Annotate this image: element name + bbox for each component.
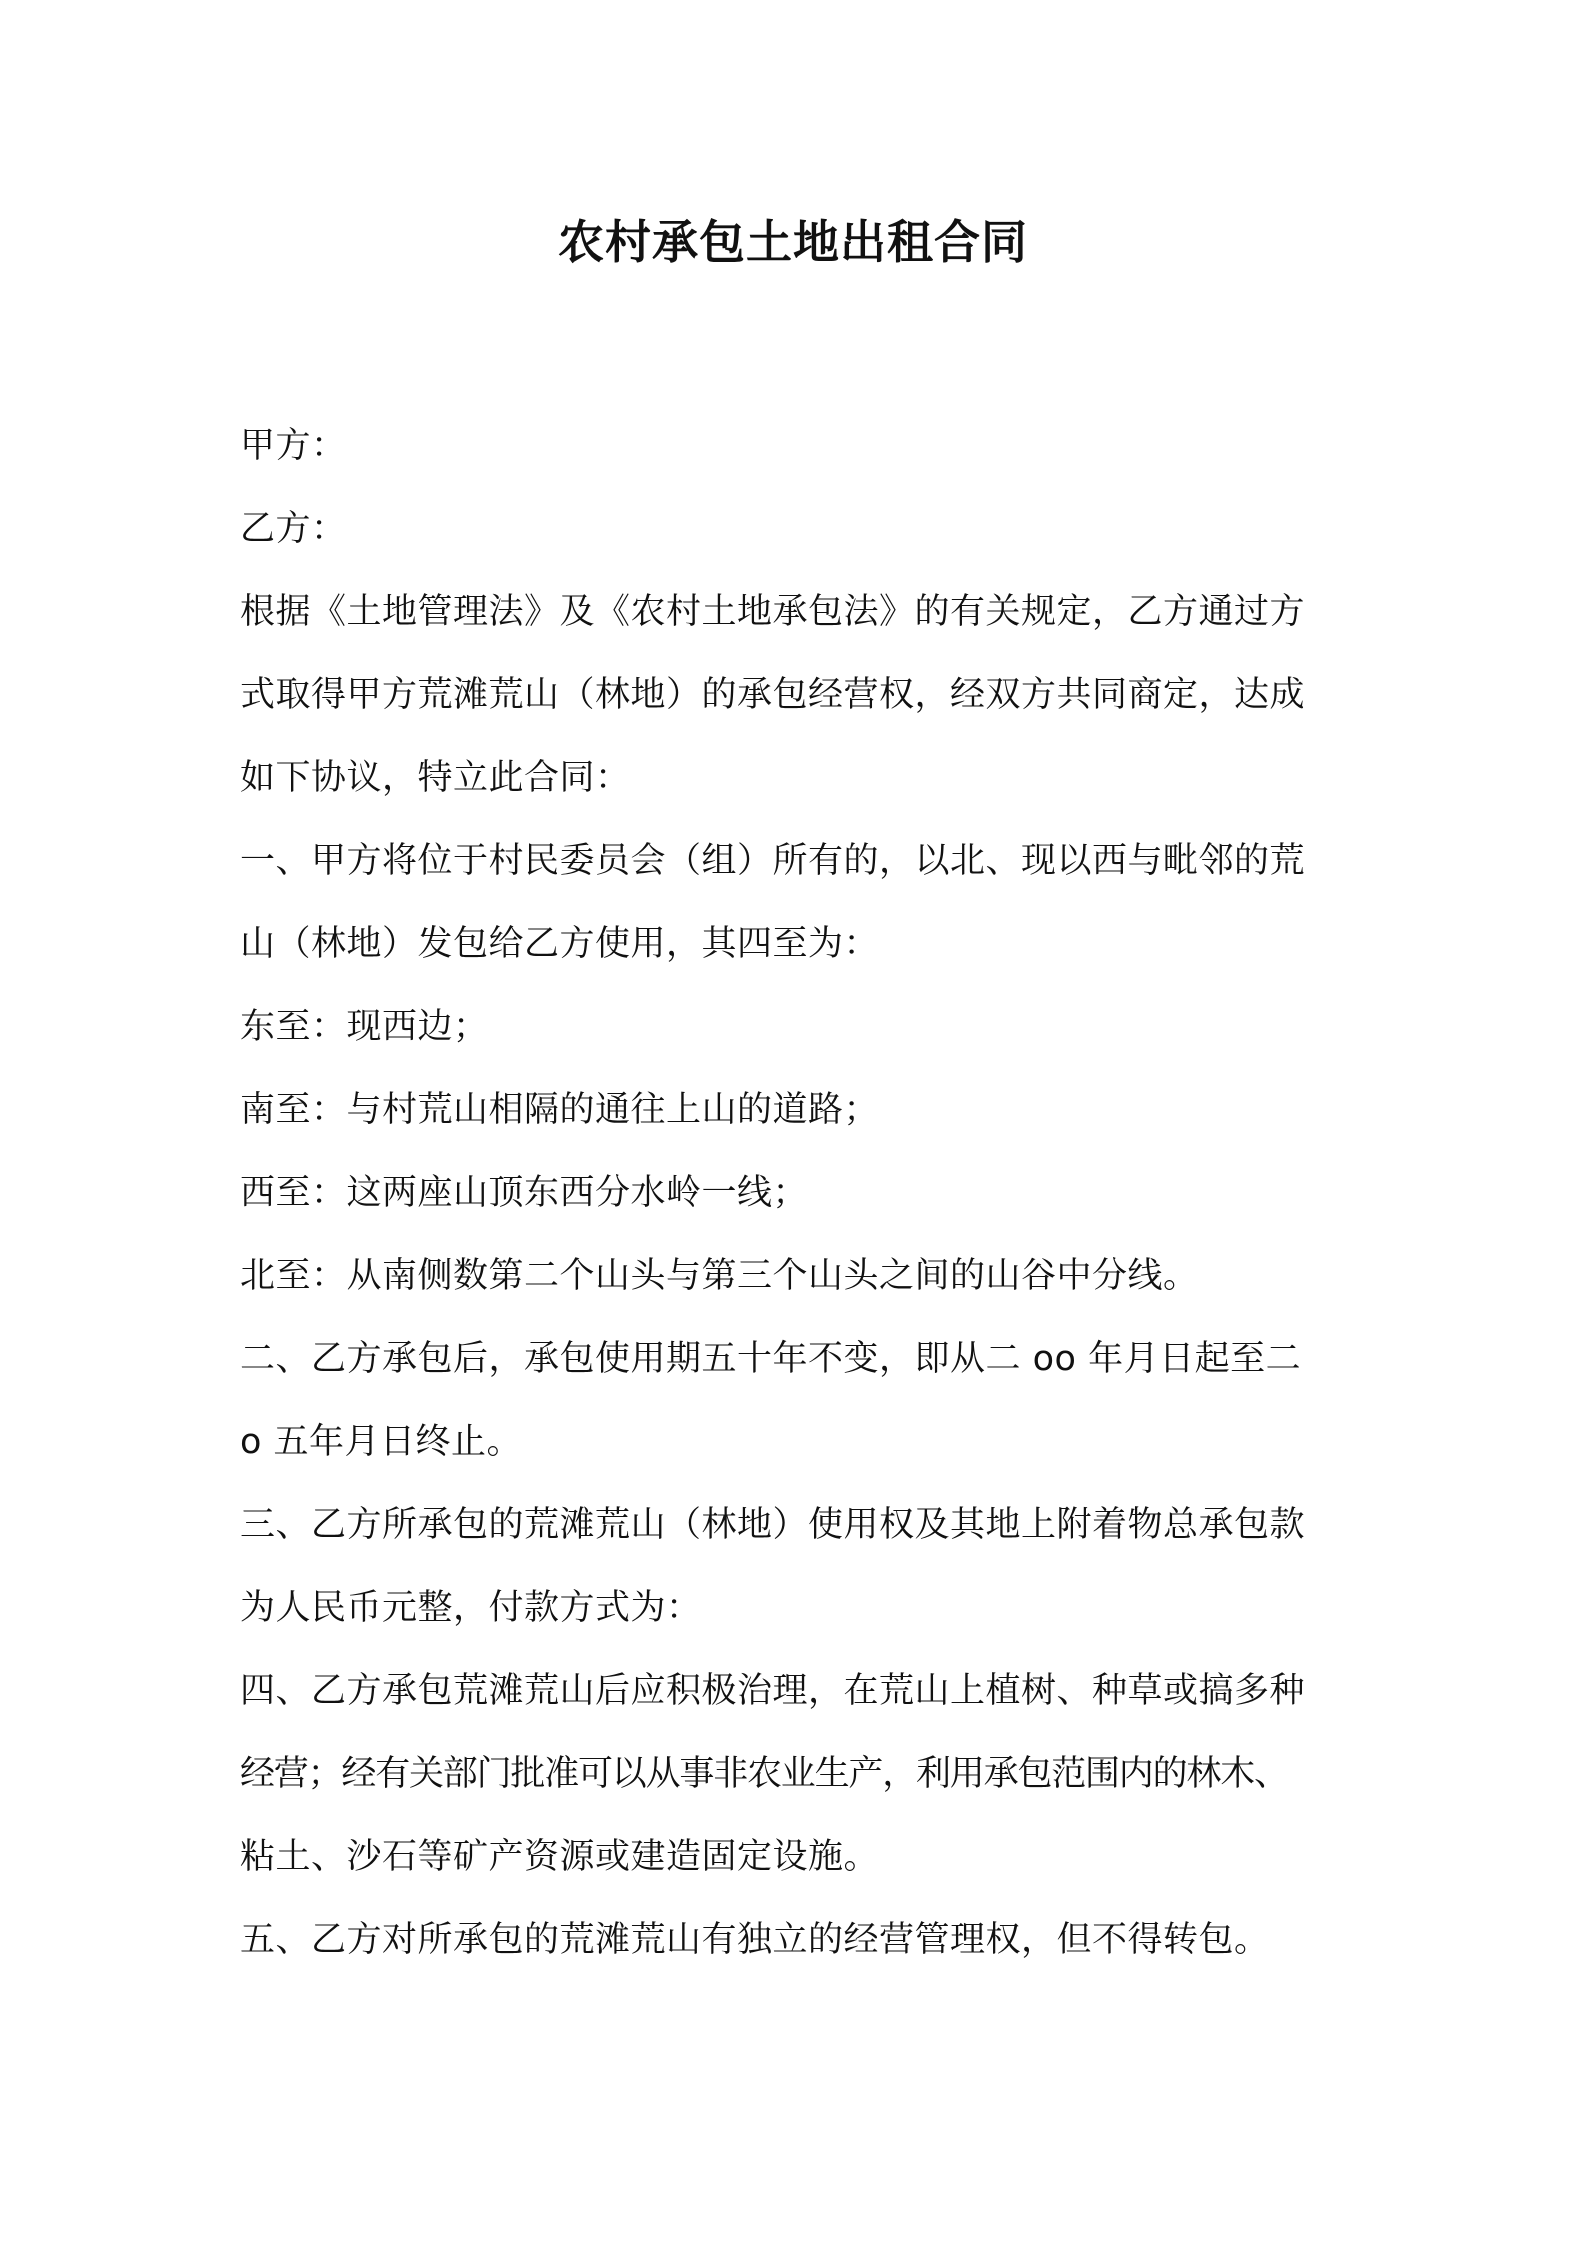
clause-2-line: 二、乙方承包后，承包使用期五十年不变，即从二 oo 年月日起至二: [240, 1339, 1302, 1379]
boundary-west-line: 西至：这两座山顶东西分水岭一线；: [240, 1173, 809, 1213]
clause-5-line: 五、乙方对所承包的荒滩荒山有独立的经营管理权，但不得转包。: [240, 1920, 1270, 1960]
clause-4-line: 四、乙方承包荒滩荒山后应积极治理，在荒山上植树、种草或搞多种: [240, 1671, 1306, 1711]
party-a-line: 甲方：: [240, 426, 347, 466]
clause-4-line: 经营；经有关部门批准可以从事非农业生产，利用承包范围内的林木、: [240, 1754, 1288, 1794]
boundary-north-line: 北至：从南侧数第二个山头与第三个山头之间的山谷中分线。: [240, 1256, 1199, 1296]
paragraph-line: 如下协议，特立此合同：: [240, 758, 631, 798]
clause-2-line: o 五年月日终止。: [240, 1422, 523, 1462]
boundary-south-line: 南至：与村荒山相隔的通往上山的道路；: [240, 1090, 880, 1130]
paragraph-line: 根据《土地管理法》及《农村土地承包法》的有关规定，乙方通过方: [240, 592, 1306, 632]
clause-4-line: 粘土、沙石等矿产资源或建造固定设施。: [240, 1837, 880, 1877]
document-title: 农村承包土地出租合同: [558, 215, 1028, 269]
paragraph-line: 式取得甲方荒滩荒山（林地）的承包经营权，经双方共同商定，达成: [240, 675, 1306, 715]
document-body: [240, 405, 1350, 1982]
clause-3-line: 为人民币元整，付款方式为：: [240, 1588, 702, 1628]
clause-1-line: 山（林地）发包给乙方使用，其四至为：: [240, 924, 880, 964]
clause-3-line: 三、乙方所承包的荒滩荒山（林地）使用权及其地上附着物总承包款: [240, 1505, 1306, 1545]
boundary-east-line: 东至：现西边；: [240, 1007, 489, 1047]
clause-1-line: 一、甲方将位于村民委员会（组）所有的，以北、现以西与毗邻的荒: [240, 841, 1306, 881]
party-b-line: 乙方：: [240, 509, 347, 549]
